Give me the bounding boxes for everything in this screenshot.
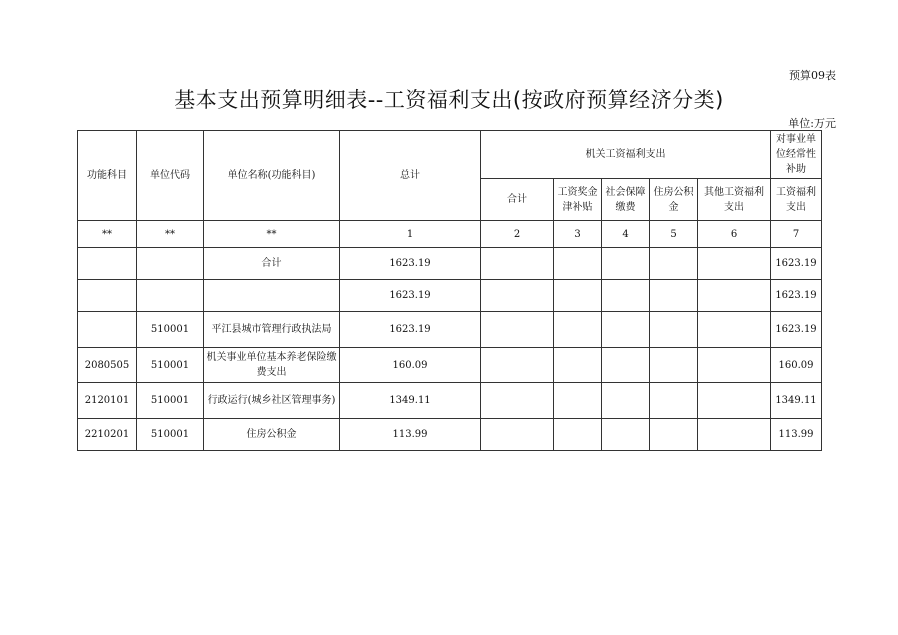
- func-code-cell: 2210201: [78, 419, 137, 451]
- subsidy-cell: 1623.19: [771, 248, 822, 280]
- unit-code-cell: 510001: [137, 383, 204, 419]
- sub-total-cell: [481, 280, 554, 312]
- func-code-cell: 2080505: [78, 348, 137, 383]
- header-func-code: 功能科目: [78, 131, 137, 221]
- index-cell: 1: [340, 221, 481, 248]
- housing-cell: [650, 312, 698, 348]
- index-cell: **: [204, 221, 340, 248]
- total-cell: 113.99: [340, 419, 481, 451]
- social-cell: [602, 248, 650, 280]
- sub-total-cell: [481, 383, 554, 419]
- social-cell: [602, 383, 650, 419]
- index-cell: 2: [481, 221, 554, 248]
- housing-cell: [650, 248, 698, 280]
- other-cell: [698, 348, 771, 383]
- subsidy-cell: 1349.11: [771, 383, 822, 419]
- housing-cell: [650, 419, 698, 451]
- header-subsidy-group: 对事业单位经常性补助: [771, 131, 822, 179]
- salary-cell: [554, 348, 602, 383]
- housing-cell: [650, 280, 698, 312]
- unit-name-cell: 住房公积金: [204, 419, 340, 451]
- salary-cell: [554, 248, 602, 280]
- table-row: [78, 383, 822, 419]
- header-salary: 工资奖金津补贴: [554, 179, 602, 221]
- header-housing: 住房公积金: [650, 179, 698, 221]
- page-title: 基本支出预算明细表--工资福利支出(按政府预算经济分类): [174, 88, 724, 112]
- header-group: 机关工资福利支出: [481, 131, 771, 179]
- index-cell: **: [137, 221, 204, 248]
- subsidy-cell: 1623.19: [771, 312, 822, 348]
- housing-cell: [650, 348, 698, 383]
- total-cell: 160.09: [340, 348, 481, 383]
- other-cell: [698, 280, 771, 312]
- unit-code-cell: 510001: [137, 312, 204, 348]
- subsidy-cell: 113.99: [771, 419, 822, 451]
- total-cell: 1349.11: [340, 383, 481, 419]
- header-row-1: [78, 131, 822, 179]
- header-unit-code: 单位代码: [137, 131, 204, 221]
- unit-code-cell: [137, 280, 204, 312]
- social-cell: [602, 312, 650, 348]
- func-code-cell: 2120101: [78, 383, 137, 419]
- header-other: 其他工资福利支出: [698, 179, 771, 221]
- table-row: [78, 248, 822, 280]
- table-row: [78, 419, 822, 451]
- housing-cell: [650, 383, 698, 419]
- unit-name-cell: [204, 280, 340, 312]
- table-row: [78, 312, 822, 348]
- other-cell: [698, 312, 771, 348]
- table-row: [78, 280, 822, 312]
- social-cell: [602, 280, 650, 312]
- total-cell: 1623.19: [340, 248, 481, 280]
- salary-cell: [554, 312, 602, 348]
- sub-total-cell: [481, 248, 554, 280]
- func-code-cell: [78, 280, 137, 312]
- salary-cell: [554, 383, 602, 419]
- other-cell: [698, 419, 771, 451]
- unit-code-cell: [137, 248, 204, 280]
- total-cell: 1623.19: [340, 280, 481, 312]
- func-code-cell: [78, 248, 137, 280]
- budget-table: [77, 130, 822, 451]
- func-code-cell: [78, 312, 137, 348]
- sub-total-cell: [481, 312, 554, 348]
- index-cell: 3: [554, 221, 602, 248]
- unit-code-cell: 510001: [137, 348, 204, 383]
- sub-total-cell: [481, 348, 554, 383]
- sub-total-cell: [481, 419, 554, 451]
- unit-label: 单位:万元: [788, 117, 836, 130]
- salary-cell: [554, 419, 602, 451]
- index-row: [78, 221, 822, 248]
- unit-name-cell: 机关事业单位基本养老保险缴费支出: [204, 348, 340, 383]
- other-cell: [698, 248, 771, 280]
- unit-name-cell: 平江县城市管理行政执法局: [204, 312, 340, 348]
- index-cell: 5: [650, 221, 698, 248]
- subsidy-cell: 160.09: [771, 348, 822, 383]
- table-row: [78, 348, 822, 383]
- header-total: 总计: [340, 131, 481, 221]
- social-cell: [602, 419, 650, 451]
- unit-name-cell: 合计: [204, 248, 340, 280]
- unit-code-cell: 510001: [137, 419, 204, 451]
- salary-cell: [554, 280, 602, 312]
- index-cell: **: [78, 221, 137, 248]
- social-cell: [602, 348, 650, 383]
- header-unit-name: 单位名称(功能科目): [204, 131, 340, 221]
- form-number: 预算09表: [789, 69, 836, 82]
- unit-name-cell: 行政运行(城乡社区管理事务): [204, 383, 340, 419]
- subsidy-cell: 1623.19: [771, 280, 822, 312]
- other-cell: [698, 383, 771, 419]
- index-cell: 7: [771, 221, 822, 248]
- total-cell: 1623.19: [340, 312, 481, 348]
- header-subsidy: 工资福利支出: [771, 179, 822, 221]
- index-cell: 4: [602, 221, 650, 248]
- header-social: 社会保障缴费: [602, 179, 650, 221]
- header-sub-total: 合计: [481, 179, 554, 221]
- index-cell: 6: [698, 221, 771, 248]
